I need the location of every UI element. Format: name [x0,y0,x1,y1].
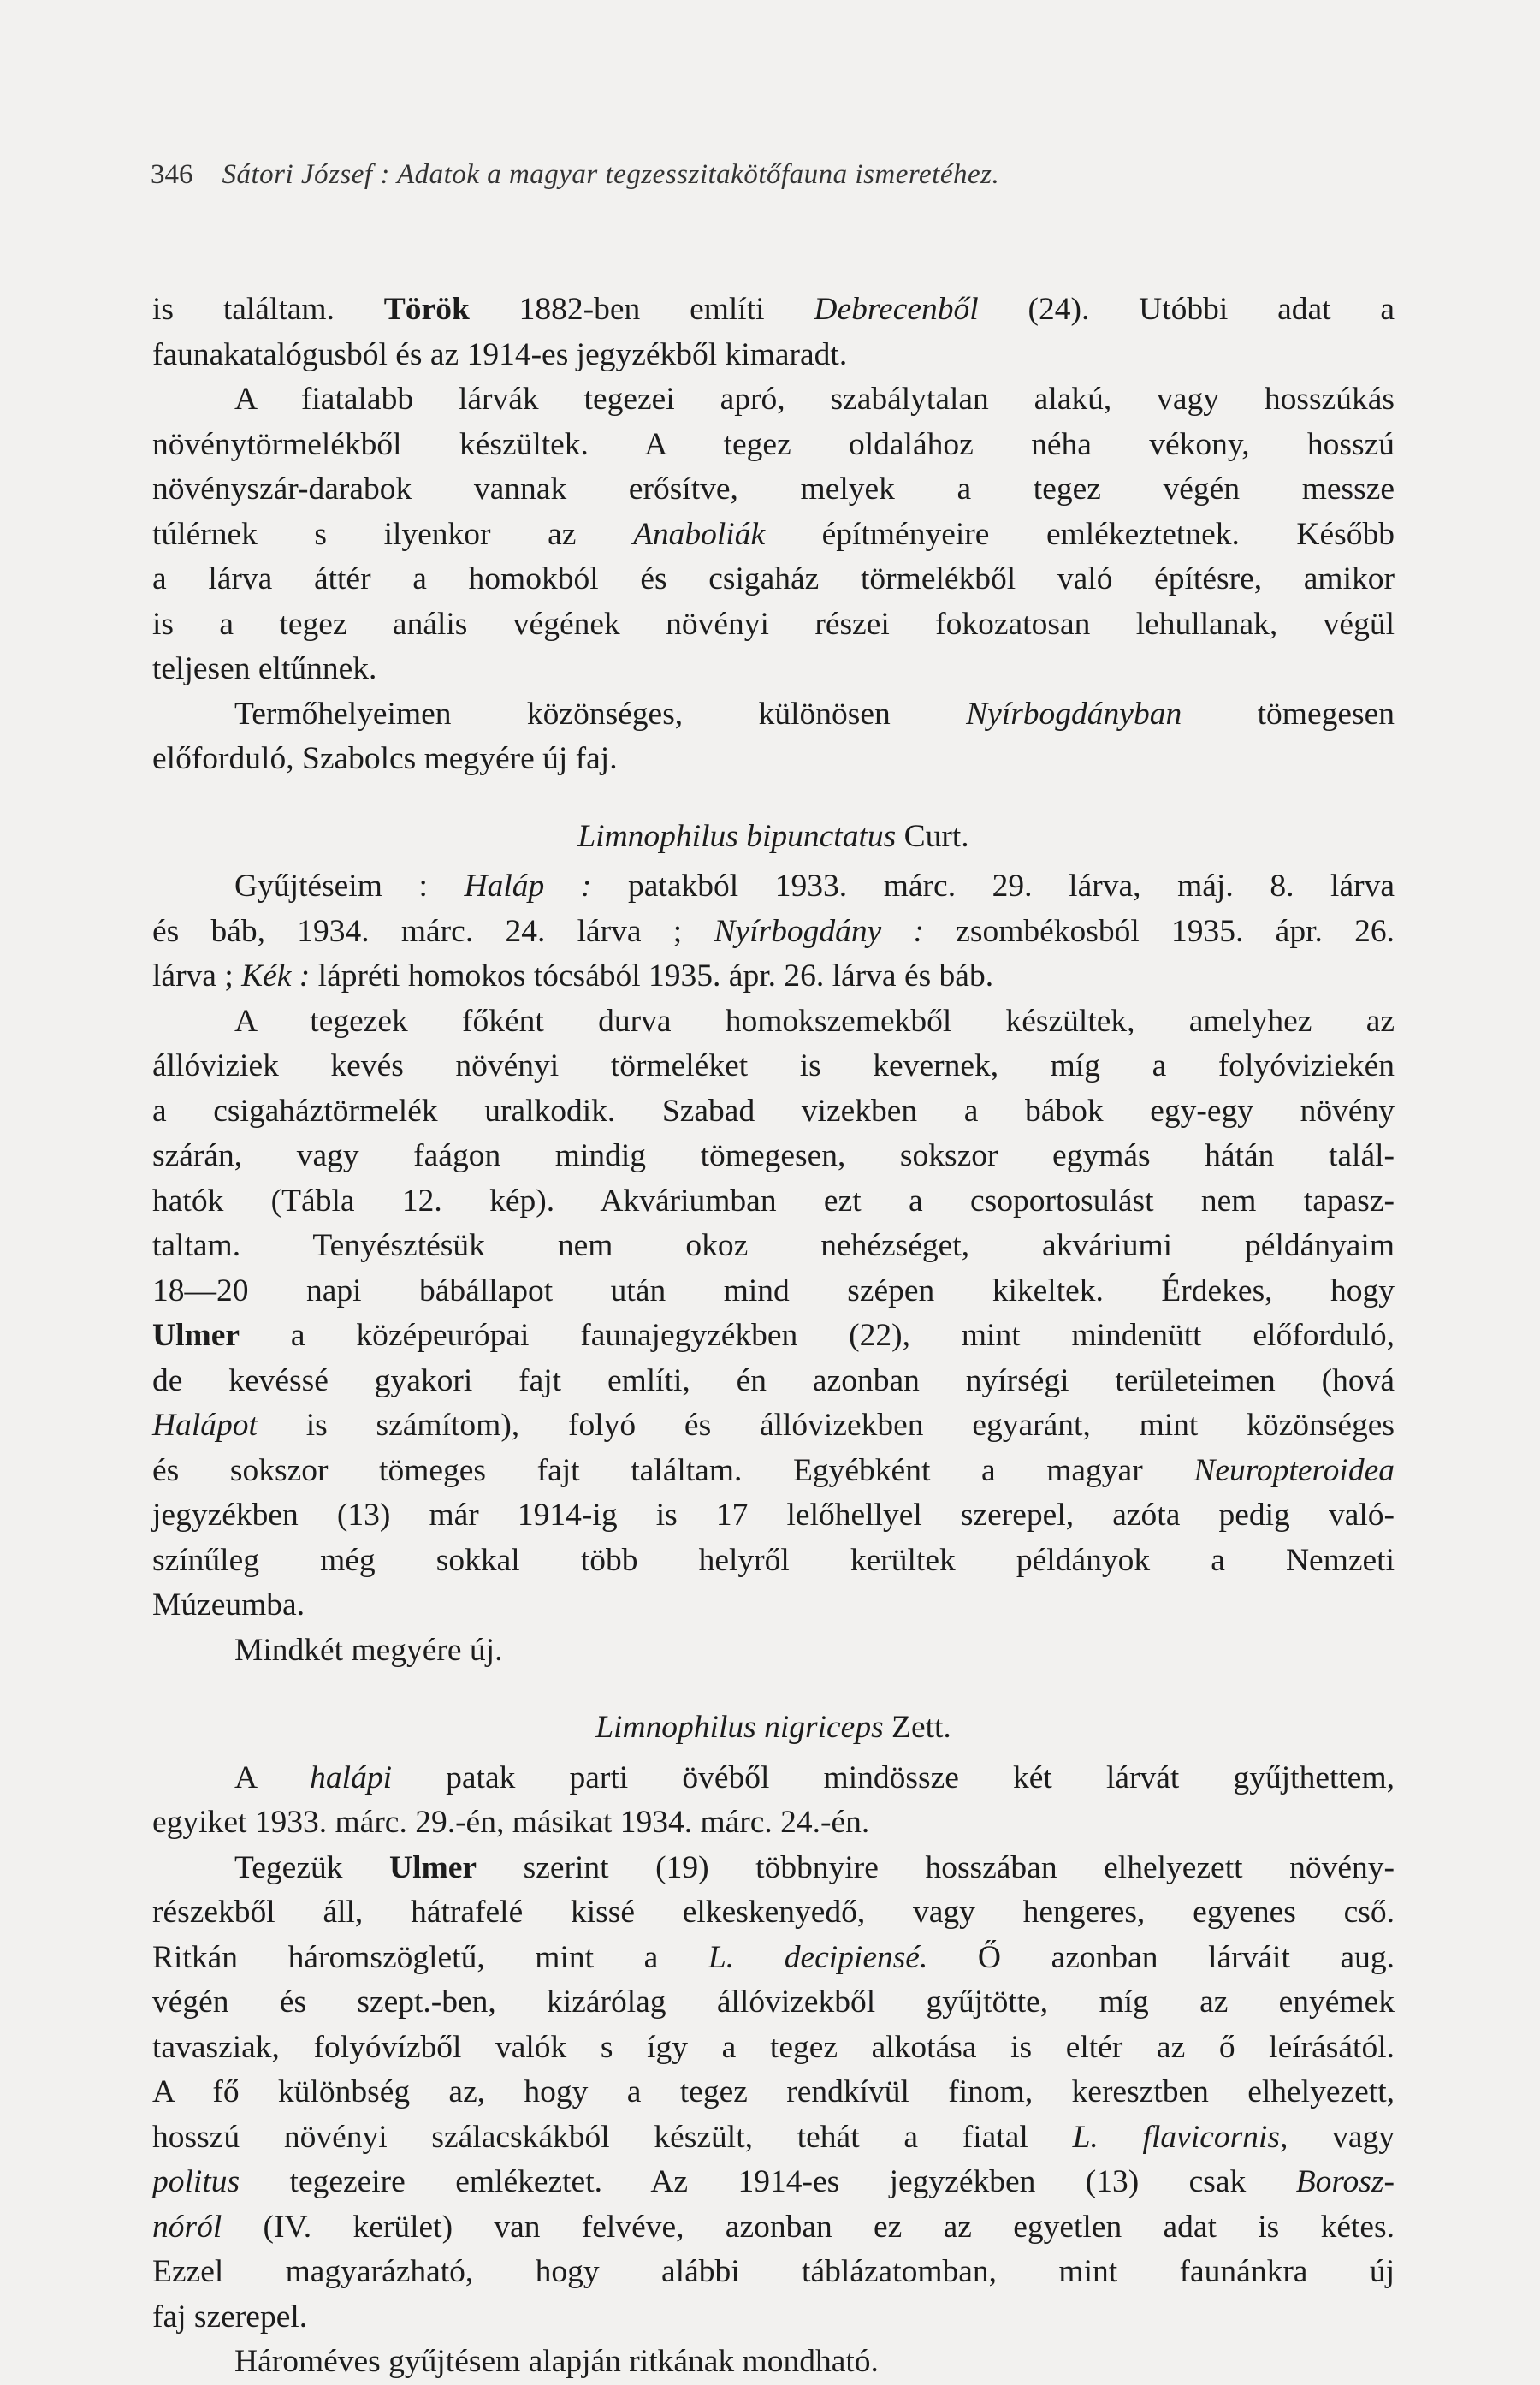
text-line: teljesen eltűnnek. [152,651,377,686]
running-header [151,157,1391,192]
text-line: végén és szept.-ben, kizárólag állóvizekből gyűjtötte, míg az enyémek [152,1985,1395,2020]
text-line: faunakatalógusból és az 1914-es jegyzékből kimaradt. [152,336,848,372]
page-number: 346 [151,159,193,190]
text-line: jegyzékben (13) már 1914-ig is 17 lelőhellyel szerepel, azóta pedig való- [152,1498,1395,1533]
text-line: A tegezek főként durva homokszemekből készültek, amelyhez az [234,1003,1395,1039]
text-line: taltam. Tenyésztésük nem okoz nehézséget, akváriumi példányaim [152,1228,1395,1263]
text-line: Ezzel magyarázható, hogy alábbi táblázatomban, mint faunánkra új [152,2254,1395,2289]
text-line: is a tegez anális végének növényi részei fokozatosan lehullanak, végül [152,606,1395,642]
text-line: részekből áll, hátrafelé kissé elkeskenyedő, vagy hengeres, egyenes cső. [152,1895,1395,1930]
text-line: hosszú növényi szálacskákból készült, tehát a fiatal L. flavicornis, vagy [152,2119,1395,2155]
text-line: de kevéssé gyakori fajt említi, én azonban nyírségi területeimen (hová [152,1362,1395,1398]
text-line: növénytörmelékből készültek. A tegez oldalához néha vékony, hosszú [152,426,1395,462]
text-line: Mindkét megyére új. [234,1632,503,1668]
text-line: nóról (IV. kerület) van felvéve, azonban ez az egyetlen adat is kétes. [152,2209,1395,2245]
text-line: növényszár-darabok vannak erősítve, melyek a tegez végén messze [152,472,1395,507]
text-line: állóviziek kevés növényi törmeléket is kevernek, míg a folyóviziekén [152,1048,1395,1083]
text-line: színűleg még sokkal több helyről kerültek példányok a Nemzeti [152,1542,1395,1578]
text-line: lárva ; Kék : lápréti homokos tócsából 1935. ápr. 26. lárva és báb. [152,958,994,994]
text-line: szárán, vagy faágon mindig tömegesen, sokszor egymás hátán talál- [152,1138,1395,1173]
text-line: a lárva áttér a homokból és csigaház törmelékből való építésre, amikor [152,561,1395,596]
text-line: és báb, 1934. márc. 24. lárva ; Nyírbogdány : zsombékosból 1935. ápr. 26. [152,913,1395,949]
text-line: politus tegezeire emlékeztet. Az 1914-es jegyzékben (13) csak Borosz- [152,2164,1395,2199]
text-line: Ritkán háromszögletű, mint a L. decipiensé. Ő azonban lárváit aug. [152,1939,1395,1975]
text-line: Termőhelyeimen közönséges, különösen Nyírbogdányban tömegesen [234,696,1395,732]
species-heading: Limnophilus nigriceps Zett. [595,1710,951,1745]
text-line: egyiket 1933. márc. 29.-én, másikat 1934. márc. 24.-én. [152,1805,870,1840]
text-line: Múzeumba. [152,1587,305,1623]
text-line: és sokszor tömeges fajt találtam. Egyébként a magyar Neuropteroidea [152,1452,1395,1488]
text-line: A halápi patak parti övéből mindössze két lárvát gyűjthettem, [234,1759,1395,1795]
text-line: Halápot is számítom), folyó és állóvizekben egyaránt, mint közönséges [152,1408,1395,1443]
text-line: 18—20 napi bábállapot után mind szépen kikeltek. Érdekes, hogy [152,1273,1395,1308]
text-line: A fő különbség az, hogy a tegez rendkívül finom, keresztben elhelyezett, [152,2074,1395,2109]
species-heading: Limnophilus bipunctatus Curt. [578,818,969,854]
text-line: Hároméves gyűjtésem alapján ritkának mondható. [234,2344,879,2379]
text-line: Tegezük Ulmer szerint (19) többnyire hosszában elhelyezett növény- [234,1849,1395,1885]
text-line: Gyűjtéseim : Haláp : patakból 1933. márc. 29. lárva, máj. 8. lárva [234,869,1395,904]
text-line: előforduló, Szabolcs megyére új faj. [152,741,618,776]
text-line: faj szerepel. [152,2299,308,2335]
text-line: hatók (Tábla 12. kép). Akváriumban ezt a csoportosulást nem tapasz- [152,1183,1395,1219]
running-title: Sátori József : Adatok a magyar tegzesszitakötőfauna ismeretéhez. [222,159,1000,190]
text-line: is találtam. Török 1882-ben említi Debrecenből (24). Utóbbi adat a [152,292,1395,327]
text-line: a csigaháztörmelék uralkodik. Szabad vizekben a bábok egy-egy növény [152,1093,1395,1129]
text-line: túlérnek s ilyenkor az Anaboliák építményeire emlékeztetnek. Később [152,516,1395,552]
text-line: Ulmer a középeurópai faunajegyzékben (22), mint mindenütt előforduló, [152,1318,1395,1353]
article-body [152,288,1395,2385]
text-line: A fiatalabb lárvák tegezei apró, szabálytalan alakú, vagy hosszúkás [234,382,1395,417]
text-line: tavasziak, folyóvízből valók s így a tegez alkotása is eltér az ő leírásától. [152,2029,1395,2065]
